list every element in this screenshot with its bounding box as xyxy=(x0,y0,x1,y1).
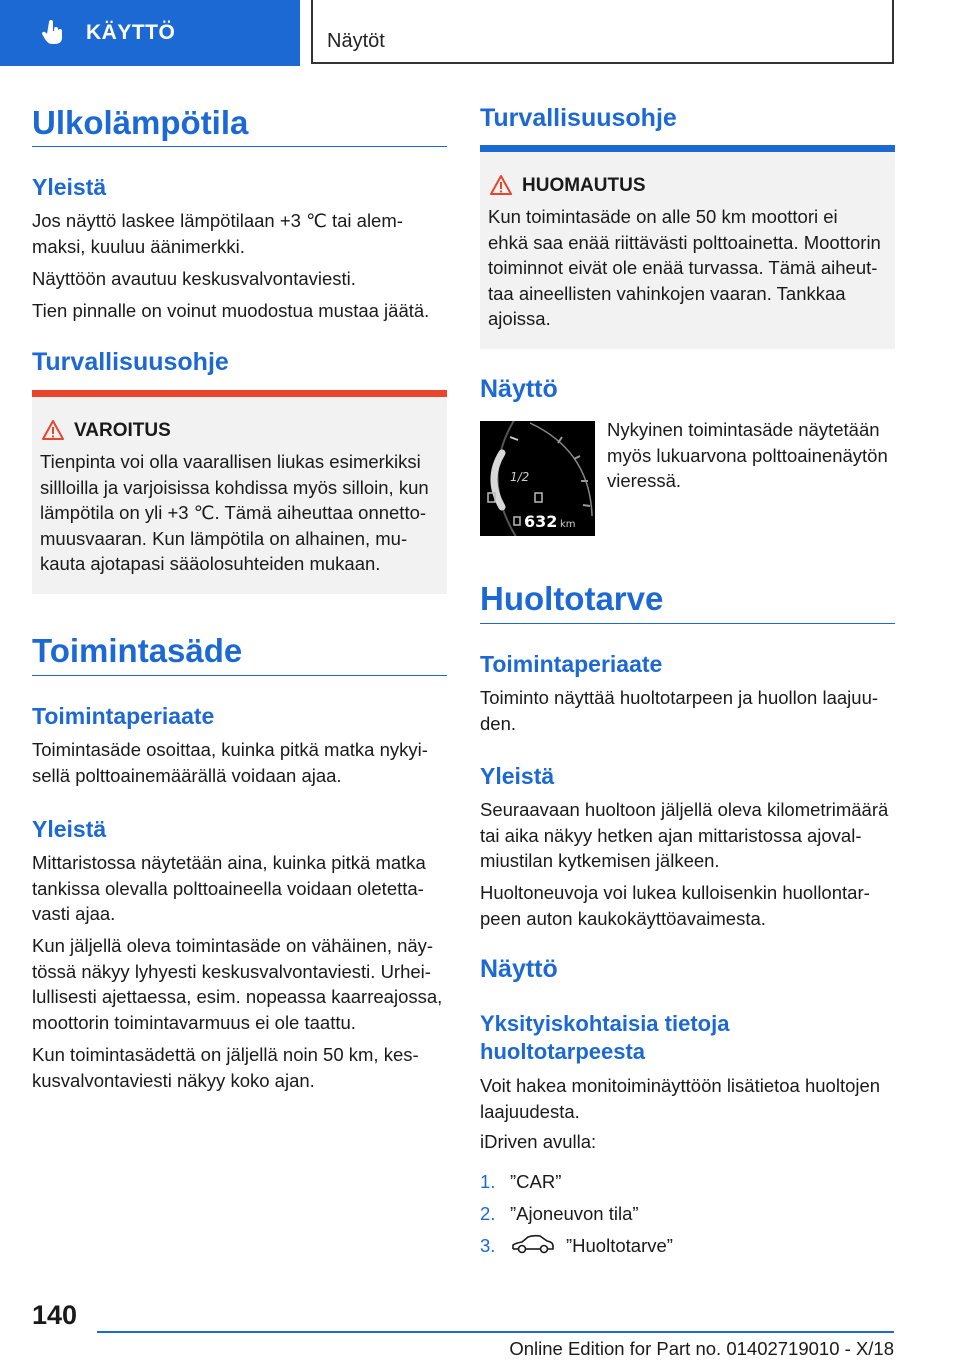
footer-edition: Online Edition for Part no. 01402719010 - X/18 xyxy=(509,1338,894,1359)
paragraph: Tien pinnalle on voinut muodostua mustaa jäätä. xyxy=(32,300,430,321)
paragraph: Huoltoneuvoja voi lukea kulloisenkin huollontar- peen auton kaukokäyttöavaimesta. xyxy=(480,882,870,929)
heading-turvallisuusohje: Turvallisuusohje xyxy=(32,348,229,376)
list-text: ”Huoltotarve” xyxy=(566,1235,673,1256)
list-text: ”Ajoneuvon tila” xyxy=(510,1203,639,1224)
heading-naytto: Näyttö xyxy=(480,955,558,983)
list-number: 2. xyxy=(480,1203,496,1224)
heading-huoltotarve xyxy=(480,580,895,618)
page-number: 140 xyxy=(32,1300,78,1330)
heading-yleista: Yleistä xyxy=(480,763,555,789)
range-unit: km xyxy=(560,519,576,530)
heading-toimintasade xyxy=(32,632,447,670)
fuel-gauge-image xyxy=(480,421,595,536)
paragraph: Mittaristossa näytetään aina, kuinka pitkä matka tankissa olevalla polttoaineella voidaan oletetta- vasti ajaa. xyxy=(32,852,426,924)
warning-box xyxy=(32,390,447,594)
section-tab xyxy=(0,0,300,66)
list-text: ”CAR” xyxy=(510,1171,562,1192)
heading-text: Ulkolämpötila xyxy=(32,104,249,141)
hand-pointer-icon xyxy=(40,20,66,46)
fuel-pump-icon xyxy=(535,493,542,502)
paragraph: Kun jäljellä oleva toimintasäde on vähäinen, näy- tössä näkyy lyhyesti keskusvalvontaviesti. Urhei- lullisesti ajettaessa, esim. nopeassa kaarreajossa, moottorin toimintavarmuus ei ole taattu. xyxy=(32,935,443,1033)
notice-bar xyxy=(480,145,895,152)
heading-yksityiskohtaisia: Yksityiskohtaisia tietoja huoltotarpeesta xyxy=(480,1011,730,1064)
paragraph: Toiminto näyttää huoltotarpeen ja huollon laajuu- den. xyxy=(480,687,879,734)
heading-rule xyxy=(32,146,447,147)
fuel-gauge-graphic xyxy=(480,421,595,536)
heading-turvallisuusohje: Turvallisuusohje xyxy=(480,104,677,132)
warning-text: Tienpinta voi olla vaarallisen liukas esimerkiksi sillloilla ja varjoisissa kohdissa myös silloin, kun lämpötila on yli +3 ℃. Tämä aiheuttaa onnetto-muusvaaran. Kun lämpötila on alhainen, mu-kauta ajotapasi sääolosuhteiden mukaan. xyxy=(40,451,429,574)
heading-ulkolampotila xyxy=(32,104,447,142)
heading-yleista: Yleistä xyxy=(32,816,107,842)
heading-yleista: Yleistä xyxy=(32,174,107,200)
footer-rule xyxy=(97,1331,894,1333)
heading-naytto: Näyttö xyxy=(480,375,558,403)
notice-box xyxy=(480,145,895,349)
paragraph: Jos näyttö laskee lämpötilaan +3 ℃ tai alem- maksi, kuuluu äänimerkki. xyxy=(32,210,403,257)
paragraph: Toimintasäde osoittaa, kuinka pitkä matka nykyi- sellä polttoainemäärällä voidaan ajaa. xyxy=(32,739,428,786)
fuel-pump-icon xyxy=(514,517,520,525)
paragraph: Kun toimintasädettä on jäljellä noin 50 km, kes- kusvalvontaviesti näkyy koko ajan. xyxy=(32,1044,419,1091)
warning-title: VAROITUS xyxy=(74,420,171,441)
warning-bar xyxy=(32,390,447,397)
list-number: 3. xyxy=(480,1235,496,1256)
chapter-tab xyxy=(311,0,894,64)
notice-text: Kun toimintasäde on alle 50 km moottori ei ehkä saa enää riittävästi polttoainetta. Moottorin toiminnot eivät ole enää turvassa. Tämä aiheut- taa aineellisten vahinkojen vaaran. Tankkaa ajoissa. xyxy=(488,206,881,329)
heading-rule xyxy=(32,675,447,676)
range-value: 632 xyxy=(524,512,558,531)
heading-text: Huoltotarve xyxy=(480,580,664,617)
paragraph: Voit hakea monitoiminäyttöön lisätietoa huoltojen laajuudesta. xyxy=(480,1075,881,1122)
heading-toimintaperiaate: Toimintaperiaate xyxy=(480,651,663,677)
paragraph: Näyttöön avautuu keskusvalvontaviesti. xyxy=(32,268,356,289)
heading-rule xyxy=(480,623,895,624)
heading-toimintaperiaate: Toimintaperiaate xyxy=(32,703,215,729)
section-title: KÄYTTÖ xyxy=(86,21,176,44)
warning-triangle-icon xyxy=(490,175,512,195)
list-number: 1. xyxy=(480,1171,496,1192)
chapter-title: Näytöt xyxy=(327,30,385,52)
paragraph: Nykyinen toimintasäde näytetään myös lukuarvona polttoainenäytön vieressä. xyxy=(607,419,888,491)
warning-triangle-icon xyxy=(42,420,64,440)
gauge-half-label: 1/2 xyxy=(510,470,530,484)
car-icon xyxy=(510,1234,556,1256)
paragraph: iDriven avulla: xyxy=(480,1131,597,1152)
notice-title: HUOMAUTUS xyxy=(522,175,646,196)
paragraph: Seuraavaan huoltoon jäljellä oleva kilometrimäärä tai aika näkyy hetken ajan mittaristossa ajoval- miustilan kytkemisen jälkeen. xyxy=(480,799,889,871)
heading-text: Toimintasäde xyxy=(32,632,243,669)
